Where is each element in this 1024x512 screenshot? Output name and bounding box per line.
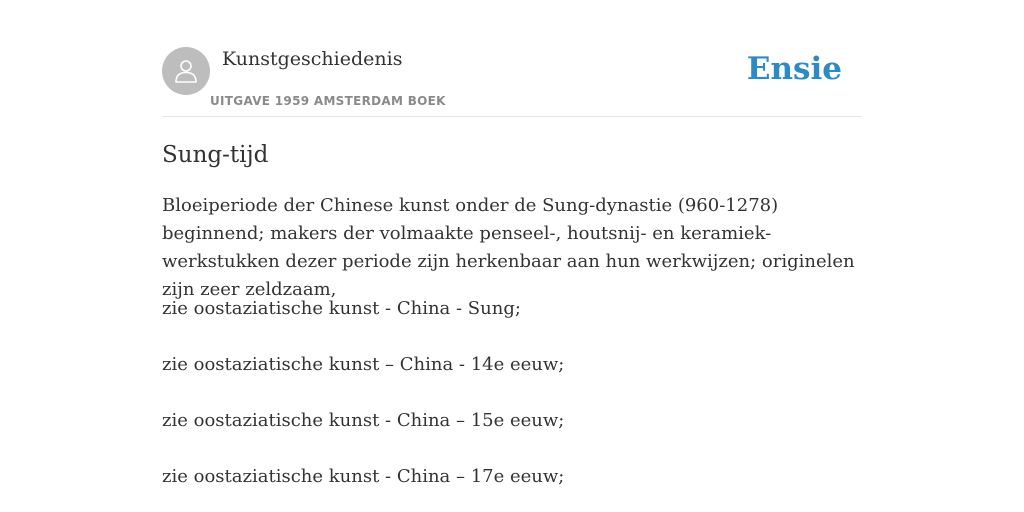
author-name[interactable]: Kunstgeschiedenis [222, 48, 403, 70]
site-logo[interactable]: Ensie [746, 51, 842, 87]
publication-meta: UITGAVE 1959 AMSTERDAM BOEK [210, 94, 446, 108]
article-title: Sung-tijd [162, 142, 269, 168]
author-avatar[interactable] [162, 47, 210, 95]
reference-item: zie oostaziatische kunst - China – 17e eeuw; [162, 466, 565, 487]
user-icon [173, 58, 199, 84]
article-body: Bloeiperiode der Chinese kunst onder de Sung-dynastie (960-1278) beginnend; makers der volmaakte penseel-, houtsnij- en keramiek-werkstukken dezer periode zijn herkenbaar aan hun werkwijzen; originelen zijn zeer zeldzaam, [162, 195, 855, 300]
reference-item: zie oostaziatische kunst - China – 15e eeuw; [162, 410, 565, 431]
reference-list [162, 295, 862, 512]
article-header [162, 0, 862, 117]
reference-item: zie oostaziatische kunst – China - 14e eeuw; [162, 354, 565, 375]
reference-item: zie oostaziatische kunst - China - Sung; [162, 298, 521, 319]
